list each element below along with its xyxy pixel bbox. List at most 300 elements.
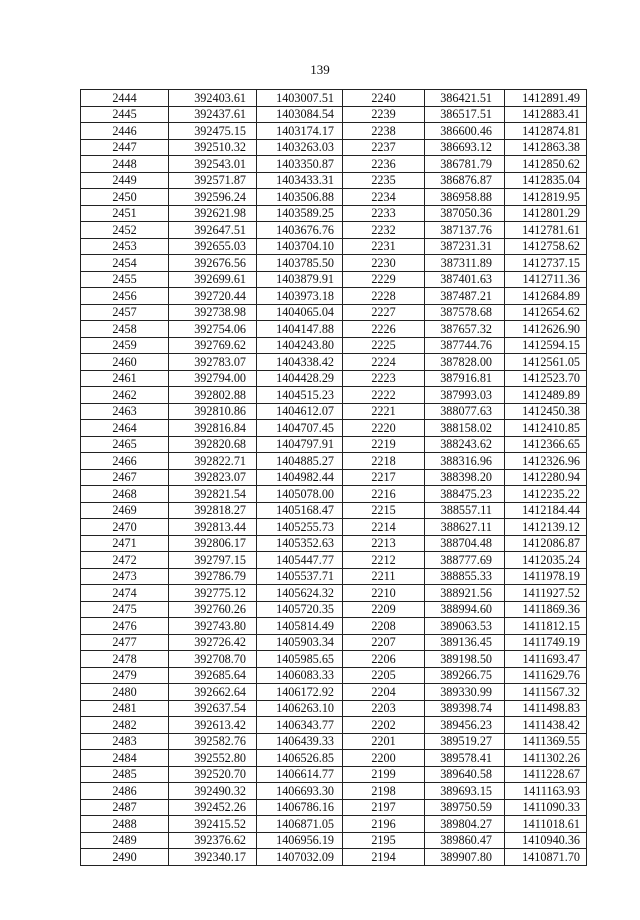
point-a-x-cell: 392806.17 — [169, 535, 257, 552]
point-b-id-cell: 2197 — [343, 799, 425, 816]
point-a-x-cell: 392760.26 — [169, 601, 257, 618]
point-b-id-cell: 2211 — [343, 568, 425, 585]
point-a-x-cell: 392637.54 — [169, 700, 257, 717]
point-a-y-cell: 1404147.88 — [257, 321, 343, 338]
point-b-x-cell: 386600.46 — [425, 123, 505, 140]
point-b-x-cell: 389330.99 — [425, 684, 505, 701]
point-b-x-cell: 389063.53 — [425, 618, 505, 635]
point-a-id-cell: 2480 — [81, 684, 169, 701]
point-a-x-cell: 392437.61 — [169, 106, 257, 123]
point-b-x-cell: 389398.74 — [425, 700, 505, 717]
point-b-id-cell: 2220 — [343, 420, 425, 437]
point-a-y-cell: 1403084.54 — [257, 106, 343, 123]
table-row — [81, 568, 587, 585]
point-b-id-cell: 2213 — [343, 535, 425, 552]
point-b-y-cell: 1412410.85 — [505, 420, 587, 437]
point-b-id-cell: 2196 — [343, 816, 425, 833]
point-b-id-cell: 2239 — [343, 106, 425, 123]
point-b-y-cell: 1411438.42 — [505, 717, 587, 734]
point-a-id-cell: 2446 — [81, 123, 169, 140]
point-b-x-cell: 389136.45 — [425, 634, 505, 651]
point-a-id-cell: 2451 — [81, 205, 169, 222]
point-b-x-cell: 389578.41 — [425, 750, 505, 767]
point-b-y-cell: 1412863.38 — [505, 139, 587, 156]
table-row — [81, 849, 587, 866]
table-row — [81, 700, 587, 717]
point-a-y-cell: 1404515.23 — [257, 387, 343, 404]
point-a-id-cell: 2472 — [81, 552, 169, 569]
point-a-id-cell: 2461 — [81, 370, 169, 387]
point-a-x-cell: 392613.42 — [169, 717, 257, 734]
point-a-id-cell: 2469 — [81, 502, 169, 519]
point-b-id-cell: 2209 — [343, 601, 425, 618]
table-row — [81, 816, 587, 833]
point-a-y-cell: 1406172.92 — [257, 684, 343, 701]
point-a-x-cell: 392582.76 — [169, 733, 257, 750]
point-a-id-cell: 2460 — [81, 354, 169, 371]
point-a-id-cell: 2452 — [81, 222, 169, 239]
point-a-x-cell: 392662.64 — [169, 684, 257, 701]
point-b-y-cell: 1412891.49 — [505, 90, 587, 107]
point-b-y-cell: 1412235.22 — [505, 486, 587, 503]
point-b-y-cell: 1412489.89 — [505, 387, 587, 404]
point-a-x-cell: 392786.79 — [169, 568, 257, 585]
point-b-id-cell: 2217 — [343, 469, 425, 486]
table-row — [81, 321, 587, 338]
point-b-x-cell: 388475.23 — [425, 486, 505, 503]
point-b-id-cell: 2226 — [343, 321, 425, 338]
point-a-y-cell: 1403704.10 — [257, 238, 343, 255]
point-a-x-cell: 392552.80 — [169, 750, 257, 767]
point-a-id-cell: 2466 — [81, 453, 169, 470]
point-a-y-cell: 1406693.30 — [257, 783, 343, 800]
point-b-y-cell: 1412184.44 — [505, 502, 587, 519]
point-a-x-cell: 392571.87 — [169, 172, 257, 189]
point-b-x-cell: 389804.27 — [425, 816, 505, 833]
point-b-x-cell: 387401.63 — [425, 271, 505, 288]
point-b-x-cell: 388243.62 — [425, 436, 505, 453]
point-a-id-cell: 2481 — [81, 700, 169, 717]
point-b-y-cell: 1412711.36 — [505, 271, 587, 288]
point-b-x-cell: 388557.11 — [425, 502, 505, 519]
point-b-y-cell: 1412781.61 — [505, 222, 587, 239]
point-b-x-cell: 388921.56 — [425, 585, 505, 602]
point-a-y-cell: 1404707.45 — [257, 420, 343, 437]
point-b-x-cell: 389456.23 — [425, 717, 505, 734]
point-a-y-cell: 1404612.07 — [257, 403, 343, 420]
point-a-x-cell: 392797.15 — [169, 552, 257, 569]
point-a-id-cell: 2477 — [81, 634, 169, 651]
table-row — [81, 205, 587, 222]
point-b-id-cell: 2218 — [343, 453, 425, 470]
point-a-x-cell: 392452.26 — [169, 799, 257, 816]
point-b-x-cell: 387828.00 — [425, 354, 505, 371]
table-row — [81, 172, 587, 189]
point-a-y-cell: 1405255.73 — [257, 519, 343, 536]
point-a-x-cell: 392490.32 — [169, 783, 257, 800]
point-a-id-cell: 2475 — [81, 601, 169, 618]
point-a-y-cell: 1403973.18 — [257, 288, 343, 305]
point-a-id-cell: 2471 — [81, 535, 169, 552]
point-b-y-cell: 1411163.93 — [505, 783, 587, 800]
point-b-y-cell: 1411302.26 — [505, 750, 587, 767]
point-a-x-cell: 392520.70 — [169, 766, 257, 783]
point-b-x-cell: 388994.60 — [425, 601, 505, 618]
point-a-id-cell: 2468 — [81, 486, 169, 503]
point-b-id-cell: 2231 — [343, 238, 425, 255]
point-a-x-cell: 392738.98 — [169, 304, 257, 321]
table-row — [81, 370, 587, 387]
point-b-y-cell: 1412326.96 — [505, 453, 587, 470]
point-a-x-cell: 392596.24 — [169, 189, 257, 206]
point-a-y-cell: 1405814.49 — [257, 618, 343, 635]
point-b-id-cell: 2194 — [343, 849, 425, 866]
point-a-y-cell: 1404065.04 — [257, 304, 343, 321]
point-b-id-cell: 2223 — [343, 370, 425, 387]
point-b-x-cell: 388077.63 — [425, 403, 505, 420]
point-a-y-cell: 1403785.50 — [257, 255, 343, 272]
point-b-y-cell: 1412594.15 — [505, 337, 587, 354]
point-a-id-cell: 2489 — [81, 832, 169, 849]
point-a-id-cell: 2482 — [81, 717, 169, 734]
point-a-id-cell: 2450 — [81, 189, 169, 206]
table-row — [81, 552, 587, 569]
point-a-y-cell: 1406263.10 — [257, 700, 343, 717]
point-a-y-cell: 1405624.32 — [257, 585, 343, 602]
point-b-id-cell: 2234 — [343, 189, 425, 206]
point-a-y-cell: 1404428.29 — [257, 370, 343, 387]
point-a-id-cell: 2476 — [81, 618, 169, 635]
point-b-x-cell: 389640.58 — [425, 766, 505, 783]
table-row — [81, 387, 587, 404]
point-b-x-cell: 387311.89 — [425, 255, 505, 272]
table-row — [81, 238, 587, 255]
point-b-id-cell: 2216 — [343, 486, 425, 503]
point-a-y-cell: 1405985.65 — [257, 651, 343, 668]
point-b-y-cell: 1412883.41 — [505, 106, 587, 123]
point-b-y-cell: 1411498.83 — [505, 700, 587, 717]
table-row — [81, 156, 587, 173]
point-b-y-cell: 1411978.19 — [505, 568, 587, 585]
point-a-y-cell: 1404797.91 — [257, 436, 343, 453]
point-a-id-cell: 2488 — [81, 816, 169, 833]
point-b-x-cell: 386876.87 — [425, 172, 505, 189]
point-b-x-cell: 387657.32 — [425, 321, 505, 338]
point-b-id-cell: 2210 — [343, 585, 425, 602]
point-a-id-cell: 2462 — [81, 387, 169, 404]
point-a-id-cell: 2473 — [81, 568, 169, 585]
point-a-x-cell: 392510.32 — [169, 139, 257, 156]
table-row — [81, 601, 587, 618]
point-b-y-cell: 1412684.89 — [505, 288, 587, 305]
point-a-id-cell: 2474 — [81, 585, 169, 602]
table-row — [81, 783, 587, 800]
point-a-y-cell: 1405352.63 — [257, 535, 343, 552]
point-a-x-cell: 392810.86 — [169, 403, 257, 420]
table-row — [81, 288, 587, 305]
point-b-x-cell: 388704.48 — [425, 535, 505, 552]
table-row — [81, 337, 587, 354]
table-row — [81, 717, 587, 734]
point-b-id-cell: 2230 — [343, 255, 425, 272]
point-b-x-cell: 386517.51 — [425, 106, 505, 123]
point-b-y-cell: 1411869.36 — [505, 601, 587, 618]
table-row — [81, 585, 587, 602]
point-b-x-cell: 387137.76 — [425, 222, 505, 239]
point-b-y-cell: 1412280.94 — [505, 469, 587, 486]
table-row — [81, 354, 587, 371]
point-a-id-cell: 2456 — [81, 288, 169, 305]
point-a-x-cell: 392743.80 — [169, 618, 257, 635]
point-b-x-cell: 388398.20 — [425, 469, 505, 486]
point-b-x-cell: 389519.27 — [425, 733, 505, 750]
table-row — [81, 420, 587, 437]
point-a-id-cell: 2453 — [81, 238, 169, 255]
point-b-x-cell: 387993.03 — [425, 387, 505, 404]
point-b-x-cell: 389750.59 — [425, 799, 505, 816]
table-row — [81, 123, 587, 140]
point-b-x-cell: 389907.80 — [425, 849, 505, 866]
point-b-y-cell: 1412139.12 — [505, 519, 587, 536]
point-a-id-cell: 2445 — [81, 106, 169, 123]
point-b-id-cell: 2207 — [343, 634, 425, 651]
point-b-id-cell: 2238 — [343, 123, 425, 140]
point-b-x-cell: 389860.47 — [425, 832, 505, 849]
point-b-x-cell: 388316.96 — [425, 453, 505, 470]
point-b-y-cell: 1411369.55 — [505, 733, 587, 750]
point-a-x-cell: 392699.61 — [169, 271, 257, 288]
point-b-x-cell: 389198.50 — [425, 651, 505, 668]
table-row — [81, 255, 587, 272]
point-b-id-cell: 2199 — [343, 766, 425, 783]
point-a-id-cell: 2444 — [81, 90, 169, 107]
point-a-y-cell: 1406786.16 — [257, 799, 343, 816]
point-a-y-cell: 1403007.51 — [257, 90, 343, 107]
point-a-id-cell: 2467 — [81, 469, 169, 486]
point-b-y-cell: 1411228.67 — [505, 766, 587, 783]
table-row — [81, 750, 587, 767]
point-b-y-cell: 1412835.04 — [505, 172, 587, 189]
point-a-y-cell: 1403433.31 — [257, 172, 343, 189]
point-b-id-cell: 2212 — [343, 552, 425, 569]
point-a-id-cell: 2459 — [81, 337, 169, 354]
point-a-x-cell: 392775.12 — [169, 585, 257, 602]
table-row — [81, 502, 587, 519]
point-b-id-cell: 2205 — [343, 667, 425, 684]
point-b-id-cell: 2200 — [343, 750, 425, 767]
point-a-y-cell: 1403589.25 — [257, 205, 343, 222]
point-a-x-cell: 392655.03 — [169, 238, 257, 255]
point-b-x-cell: 387744.76 — [425, 337, 505, 354]
table-row — [81, 684, 587, 701]
point-a-id-cell: 2449 — [81, 172, 169, 189]
point-a-id-cell: 2478 — [81, 651, 169, 668]
point-b-id-cell: 2237 — [343, 139, 425, 156]
point-a-id-cell: 2483 — [81, 733, 169, 750]
point-b-x-cell: 388158.02 — [425, 420, 505, 437]
point-a-id-cell: 2470 — [81, 519, 169, 536]
point-b-id-cell: 2232 — [343, 222, 425, 239]
point-a-y-cell: 1405720.35 — [257, 601, 343, 618]
coordinates-table — [80, 89, 587, 866]
table-row — [81, 832, 587, 849]
point-b-y-cell: 1412874.81 — [505, 123, 587, 140]
point-a-id-cell: 2485 — [81, 766, 169, 783]
table-row — [81, 271, 587, 288]
point-b-id-cell: 2206 — [343, 651, 425, 668]
point-b-x-cell: 386781.79 — [425, 156, 505, 173]
point-a-x-cell: 392720.44 — [169, 288, 257, 305]
point-b-id-cell: 2233 — [343, 205, 425, 222]
table-row — [81, 667, 587, 684]
point-b-y-cell: 1412626.90 — [505, 321, 587, 338]
point-b-x-cell: 389266.75 — [425, 667, 505, 684]
table-row — [81, 535, 587, 552]
point-a-x-cell: 392543.01 — [169, 156, 257, 173]
point-b-id-cell: 2225 — [343, 337, 425, 354]
table-row — [81, 403, 587, 420]
point-a-x-cell: 392403.61 — [169, 90, 257, 107]
point-a-y-cell: 1406871.05 — [257, 816, 343, 833]
point-b-x-cell: 387050.36 — [425, 205, 505, 222]
point-b-x-cell: 386958.88 — [425, 189, 505, 206]
point-b-x-cell: 387231.31 — [425, 238, 505, 255]
point-b-id-cell: 2198 — [343, 783, 425, 800]
point-a-x-cell: 392415.52 — [169, 816, 257, 833]
point-a-id-cell: 2465 — [81, 436, 169, 453]
point-b-y-cell: 1412035.24 — [505, 552, 587, 569]
point-b-y-cell: 1412654.62 — [505, 304, 587, 321]
point-b-x-cell: 387578.68 — [425, 304, 505, 321]
point-a-id-cell: 2487 — [81, 799, 169, 816]
point-b-x-cell: 388777.69 — [425, 552, 505, 569]
point-a-x-cell: 392823.07 — [169, 469, 257, 486]
point-a-x-cell: 392822.71 — [169, 453, 257, 470]
point-a-y-cell: 1406343.77 — [257, 717, 343, 734]
point-b-id-cell: 2208 — [343, 618, 425, 635]
point-b-id-cell: 2227 — [343, 304, 425, 321]
point-a-id-cell: 2464 — [81, 420, 169, 437]
point-a-y-cell: 1407032.09 — [257, 849, 343, 866]
point-b-id-cell: 2214 — [343, 519, 425, 536]
point-a-y-cell: 1404243.80 — [257, 337, 343, 354]
point-a-x-cell: 392769.62 — [169, 337, 257, 354]
point-b-y-cell: 1412366.65 — [505, 436, 587, 453]
point-a-y-cell: 1406083.33 — [257, 667, 343, 684]
point-a-x-cell: 392783.07 — [169, 354, 257, 371]
table-row — [81, 436, 587, 453]
point-b-x-cell: 387916.81 — [425, 370, 505, 387]
point-a-id-cell: 2479 — [81, 667, 169, 684]
point-a-id-cell: 2455 — [81, 271, 169, 288]
table-row — [81, 90, 587, 107]
point-b-y-cell: 1411090.33 — [505, 799, 587, 816]
coordinates-table-body — [81, 90, 587, 866]
table-row — [81, 799, 587, 816]
point-b-id-cell: 2229 — [343, 271, 425, 288]
point-b-id-cell: 2204 — [343, 684, 425, 701]
point-a-x-cell: 392820.68 — [169, 436, 257, 453]
point-a-x-cell: 392676.56 — [169, 255, 257, 272]
point-a-y-cell: 1406439.33 — [257, 733, 343, 750]
point-b-y-cell: 1412086.87 — [505, 535, 587, 552]
point-a-id-cell: 2463 — [81, 403, 169, 420]
point-b-y-cell: 1411749.19 — [505, 634, 587, 651]
point-b-y-cell: 1412819.95 — [505, 189, 587, 206]
point-a-x-cell: 392813.44 — [169, 519, 257, 536]
point-b-id-cell: 2203 — [343, 700, 425, 717]
point-a-x-cell: 392708.70 — [169, 651, 257, 668]
point-b-y-cell: 1412737.15 — [505, 255, 587, 272]
point-a-x-cell: 392376.62 — [169, 832, 257, 849]
point-a-y-cell: 1403263.03 — [257, 139, 343, 156]
table-row — [81, 222, 587, 239]
table-row — [81, 304, 587, 321]
point-a-y-cell: 1406526.85 — [257, 750, 343, 767]
point-b-id-cell: 2236 — [343, 156, 425, 173]
table-row — [81, 139, 587, 156]
point-b-y-cell: 1410940.36 — [505, 832, 587, 849]
point-a-x-cell: 392340.17 — [169, 849, 257, 866]
point-b-id-cell: 2201 — [343, 733, 425, 750]
point-b-id-cell: 2221 — [343, 403, 425, 420]
point-a-y-cell: 1406956.19 — [257, 832, 343, 849]
point-b-id-cell: 2228 — [343, 288, 425, 305]
point-a-y-cell: 1403350.87 — [257, 156, 343, 173]
point-b-y-cell: 1411567.32 — [505, 684, 587, 701]
point-a-x-cell: 392821.54 — [169, 486, 257, 503]
point-a-x-cell: 392685.64 — [169, 667, 257, 684]
point-a-y-cell: 1403676.76 — [257, 222, 343, 239]
point-a-y-cell: 1405447.77 — [257, 552, 343, 569]
table-row — [81, 651, 587, 668]
point-b-id-cell: 2215 — [343, 502, 425, 519]
point-b-y-cell: 1412801.29 — [505, 205, 587, 222]
point-a-x-cell: 392647.51 — [169, 222, 257, 239]
table-row — [81, 634, 587, 651]
point-a-x-cell: 392802.88 — [169, 387, 257, 404]
point-a-y-cell: 1403879.91 — [257, 271, 343, 288]
point-a-y-cell: 1406614.77 — [257, 766, 343, 783]
point-a-y-cell: 1404885.27 — [257, 453, 343, 470]
table-row — [81, 733, 587, 750]
point-b-id-cell: 2240 — [343, 90, 425, 107]
point-a-y-cell: 1404982.44 — [257, 469, 343, 486]
table-row — [81, 106, 587, 123]
point-b-id-cell: 2222 — [343, 387, 425, 404]
point-b-x-cell: 386693.12 — [425, 139, 505, 156]
point-a-x-cell: 392794.00 — [169, 370, 257, 387]
table-row — [81, 189, 587, 206]
point-b-y-cell: 1411927.52 — [505, 585, 587, 602]
point-b-x-cell: 386421.51 — [425, 90, 505, 107]
point-b-id-cell: 2224 — [343, 354, 425, 371]
point-b-id-cell: 2219 — [343, 436, 425, 453]
point-b-y-cell: 1410871.70 — [505, 849, 587, 866]
point-b-x-cell: 388855.33 — [425, 568, 505, 585]
point-a-y-cell: 1404338.42 — [257, 354, 343, 371]
point-b-x-cell: 387487.21 — [425, 288, 505, 305]
point-b-y-cell: 1412523.70 — [505, 370, 587, 387]
point-a-id-cell: 2490 — [81, 849, 169, 866]
point-a-id-cell: 2448 — [81, 156, 169, 173]
table-row — [81, 618, 587, 635]
point-b-y-cell: 1411812.15 — [505, 618, 587, 635]
point-a-x-cell: 392816.84 — [169, 420, 257, 437]
table-row — [81, 519, 587, 536]
point-a-id-cell: 2484 — [81, 750, 169, 767]
point-b-y-cell: 1412850.62 — [505, 156, 587, 173]
